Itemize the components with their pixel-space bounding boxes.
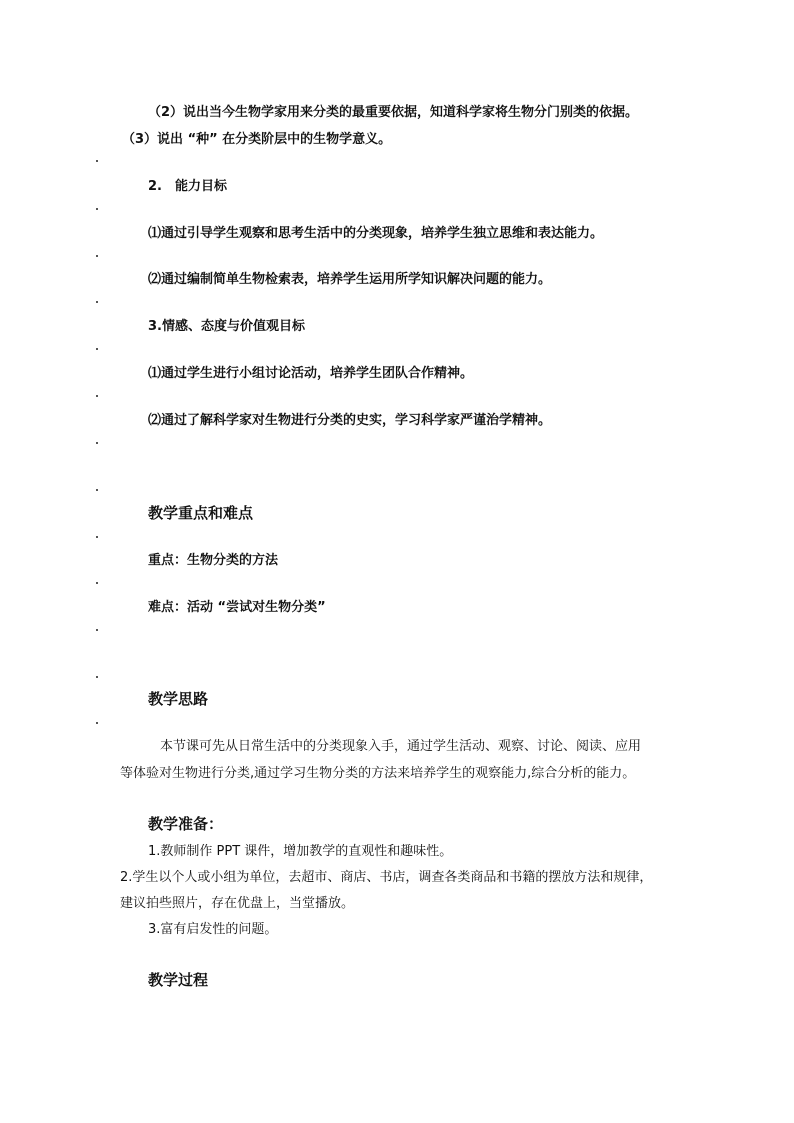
paragraph-mark [96, 208, 98, 210]
emotion-heading: 3.情感、态度与价值观目标 [148, 319, 305, 334]
process-heading: 教学过程 [148, 971, 209, 989]
keypoints-heading: 教学重点和难点 [148, 504, 254, 522]
paragraph-mark [96, 301, 98, 303]
paragraph-mark [96, 348, 98, 350]
focus-point: 重点：生物分类的方法 [148, 553, 279, 568]
ability-item-1: ⑴通过引导学生观察和思考生活中的分类现象，培养学生独立思维和表达能力。 [148, 226, 604, 241]
objective-item-2: （2）说出当今生物学家用来分类的最重要依据，知道科学家将生物分门别类的依据。 [148, 105, 639, 120]
paragraph-mark [96, 255, 98, 257]
paragraph-mark [96, 442, 98, 444]
ability-item-2: ⑵通过编制简单生物检索表，培养学生运用所学知识解决问题的能力。 [148, 272, 552, 287]
paragraph-mark [96, 160, 98, 162]
difficulty-point: 难点：活动 “尝试对生物分类” [148, 600, 326, 615]
preparation-item-2-line-1: 2.学生以个人或小组为单位，去超市、商店、书店，调查各类商品和书籍的摆放方法和规律， [120, 870, 653, 885]
ability-heading: 2. 能力目标 [148, 179, 227, 194]
paragraph-mark [96, 536, 98, 538]
paragraph-mark [96, 722, 98, 724]
paragraph-mark [96, 489, 98, 491]
emotion-item-2: ⑵通过了解科学家对生物进行分类的史实，学习科学家严谨治学精神。 [148, 413, 552, 428]
preparation-item-2-line-2: 建议拍些照片，存在优盘上，当堂播放。 [120, 896, 355, 911]
emotion-item-1: ⑴通过学生进行小组讨论活动，培养学生团队合作精神。 [148, 366, 474, 381]
preparation-item-3: 3.富有启发性的问题。 [148, 922, 278, 937]
preparation-heading: 教学准备： [148, 815, 224, 833]
objective-item-3: （3）说出 “种” 在分类阶层中的生物学意义。 [122, 132, 392, 147]
preparation-item-1: 1.教师制作 PPT 课件，增加教学的直观性和趣味性。 [148, 844, 453, 859]
approach-line-1: 本节课可先从日常生活中的分类现象入手，通过学生活动、观察、讨论、阅读、应用 [160, 739, 642, 754]
approach-line-2: 等体验对生物进行分类,通过学习生物分类的方法来培养学生的观察能力,综合分析的能力。 [120, 766, 636, 781]
paragraph-mark [96, 629, 98, 631]
paragraph-mark [96, 582, 98, 584]
paragraph-mark [96, 395, 98, 397]
paragraph-mark [96, 676, 98, 678]
approach-heading: 教学思路 [148, 690, 209, 708]
